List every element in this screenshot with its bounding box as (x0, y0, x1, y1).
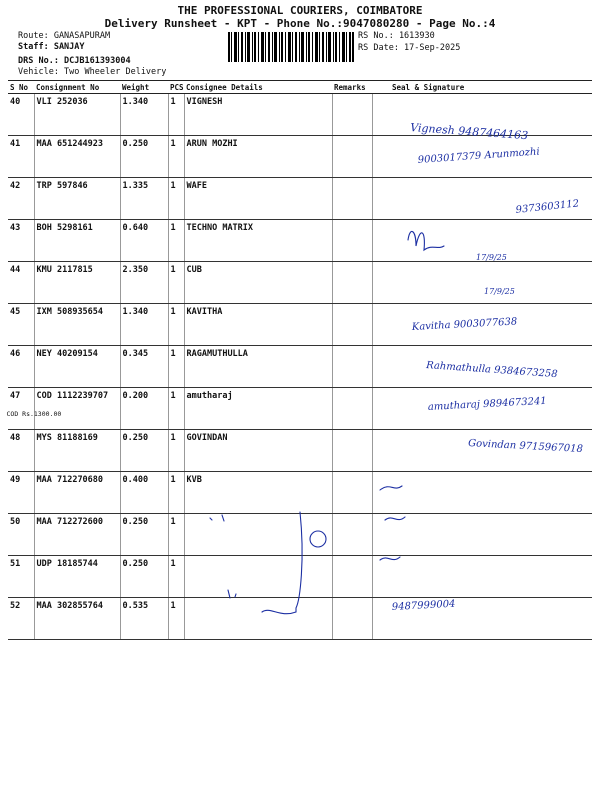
row-sno-text: 50 (10, 517, 21, 527)
row-consignment-no (34, 262, 120, 304)
row-sno (8, 430, 34, 472)
row-consignee (184, 346, 332, 388)
row-signature (372, 556, 592, 598)
row-sno-text: 40 (10, 97, 21, 107)
row-sno (8, 220, 34, 262)
row-consignee-text: WAFE (186, 181, 207, 191)
row-signature (372, 178, 592, 220)
row-consignment-no (34, 472, 120, 514)
row-consignee-text: ARUN MOZHI (186, 139, 238, 149)
row-consignment-no (34, 346, 120, 388)
row-consignee (184, 430, 332, 472)
row-weight-text: 0.250 (122, 139, 149, 149)
row-sno (8, 346, 34, 388)
row-sno-text: 46 (10, 349, 21, 359)
row-consignee-text: KAVITHA (186, 307, 223, 317)
row-pcs (168, 346, 184, 388)
row-remarks (332, 178, 372, 220)
row-sno (8, 556, 34, 598)
row-weight (120, 556, 168, 598)
row-weight-text: 0.640 (122, 223, 149, 233)
row-consignee (184, 220, 332, 262)
row-remarks (332, 304, 372, 346)
route-label: Route: GANASAPURAM (18, 31, 111, 41)
row-weight-text: 0.250 (122, 517, 149, 527)
row-sno-text: 43 (10, 223, 21, 233)
row-consignee (184, 388, 332, 430)
row-sno-text: 42 (10, 181, 21, 191)
row-pcs-text: 1 (170, 349, 176, 359)
row-pcs-text: 1 (170, 265, 176, 275)
row-consignee (184, 472, 332, 514)
row-consignee-text: CUB (186, 265, 202, 275)
row-sno (8, 178, 34, 220)
row-remarks (332, 430, 372, 472)
row-weight-text: 1.340 (122, 307, 149, 317)
table-header (8, 81, 592, 94)
drs-number: DRS No.: DCJB161393004 (18, 56, 131, 66)
row-sno (8, 514, 34, 556)
table-row (8, 136, 592, 178)
row-signature (372, 388, 592, 430)
col-signature: Seal & Signature (372, 81, 592, 94)
handwritten-note: 9003017379 Arunmozhi (417, 146, 541, 166)
row-signature (372, 514, 592, 556)
table-row (8, 430, 592, 472)
row-consignment-no (34, 178, 120, 220)
row-weight-text: 1.340 (122, 97, 149, 107)
row-consignment-no (34, 136, 120, 178)
table-row (8, 94, 592, 136)
row-remarks (332, 346, 372, 388)
handwritten-note: Kavitha 9003077638 (411, 316, 518, 333)
row-sno (8, 472, 34, 514)
table-row (8, 388, 592, 430)
row-pcs-text: 1 (170, 601, 176, 611)
table-row (8, 472, 592, 514)
row-weight (120, 178, 168, 220)
row-consignee (184, 94, 332, 136)
row-signature (372, 94, 592, 136)
col-remarks: Remarks (332, 81, 372, 94)
row-weight (120, 136, 168, 178)
row-consignee (184, 262, 332, 304)
table-row (8, 514, 592, 556)
row-pcs-text: 1 (170, 97, 176, 107)
row-weight (120, 220, 168, 262)
handwritten-note: amutharaj 9894673241 (427, 395, 547, 413)
row-consignment-no-text: KMU 2117815 (36, 265, 93, 275)
row-remarks (332, 220, 372, 262)
row-pcs (168, 514, 184, 556)
table-row (8, 556, 592, 598)
row-consignment-no (34, 220, 120, 262)
row-sno-text: 49 (10, 475, 21, 485)
row-sno-text: 48 (10, 433, 21, 443)
row-sno (8, 262, 34, 304)
row-consignee (184, 514, 332, 556)
row-signature (372, 220, 592, 262)
row-consignment-no-text: VLI 252036 (36, 97, 88, 107)
row-weight-text: 0.400 (122, 475, 149, 485)
row-pcs (168, 472, 184, 514)
row-sno (8, 388, 34, 430)
table-row (8, 262, 592, 304)
row-signature (372, 472, 592, 514)
row-consignment-no-text: BOH 5298161 (36, 223, 93, 233)
row-weight (120, 388, 168, 430)
rs-date: RS Date: 17-Sep-2025 (358, 43, 461, 53)
row-sno-text: 44 (10, 265, 21, 275)
row-remarks (332, 262, 372, 304)
col-sno: S No (8, 81, 34, 94)
row-remarks (332, 472, 372, 514)
row-weight (120, 430, 168, 472)
row-consignment-no-text: MAA 302855764 (36, 601, 104, 611)
row-sno (8, 598, 34, 640)
table-row (8, 598, 592, 640)
row-weight-text: 0.345 (122, 349, 149, 359)
row-remarks (332, 136, 372, 178)
company-title: THE PROFESSIONAL COURIERS, COIMBATORE (177, 4, 423, 17)
row-remarks (332, 556, 372, 598)
row-signature (372, 136, 592, 178)
row-weight-text: 0.250 (122, 433, 149, 443)
row-consignment-no (34, 514, 120, 556)
row-sno-text: 47 (10, 391, 21, 401)
row-weight (120, 94, 168, 136)
row-consignment-no (34, 556, 120, 598)
row-signature (372, 346, 592, 388)
row-pcs-text: 1 (170, 433, 176, 443)
row-pcs (168, 556, 184, 598)
rs-number: RS No.: 1613930 (358, 31, 435, 41)
handwritten-note: 9373603112 (515, 198, 580, 216)
row-pcs (168, 178, 184, 220)
staff-label: Staff: SANJAY (18, 42, 85, 52)
table-row (8, 346, 592, 388)
row-remarks (332, 94, 372, 136)
col-pcs: PCS (170, 82, 184, 92)
row-pcs-text: 1 (170, 307, 176, 317)
row-remarks (332, 388, 372, 430)
row-consignment-no-text: IXM 508935654 (36, 307, 104, 317)
cod-amount: COD Rs.1300.00 (6, 410, 62, 418)
col-consignment: Consignment No (34, 81, 120, 94)
row-consignee (184, 556, 332, 598)
row-consignee-text: KVB (186, 475, 202, 485)
row-consignee-text: TECHNO MATRIX (186, 223, 254, 233)
row-consignee-text: GOVINDAN (186, 433, 228, 443)
row-consignment-no (34, 598, 120, 640)
row-signature (372, 430, 592, 472)
row-sno-text: 51 (10, 559, 21, 569)
row-consignee (184, 598, 332, 640)
table-row (8, 178, 592, 220)
row-consignment-no (34, 430, 120, 472)
row-weight-text: 1.335 (122, 181, 149, 191)
handwritten-note: Rahmathulla 9384673258 (425, 360, 558, 381)
row-consignee (184, 136, 332, 178)
row-pcs-text: 1 (170, 475, 176, 485)
row-consignee (184, 178, 332, 220)
row-pcs (168, 136, 184, 178)
row-consignment-no-text: MAA 712270680 (36, 475, 104, 485)
row-remarks (332, 598, 372, 640)
row-pcs (168, 94, 184, 136)
row-weight (120, 598, 168, 640)
runsheet-subtitle: Delivery Runsheet - KPT - Phone No.:9047080280 - Page No.:4 (104, 17, 496, 30)
row-consignee-text: RAGAMUTHULLA (186, 349, 248, 359)
row-pcs-text: 1 (170, 223, 176, 233)
row-pcs (168, 304, 184, 346)
col-consignee: Consignee Details (184, 81, 332, 94)
row-consignment-no-text: TRP 597846 (36, 181, 88, 191)
row-consignee-text: VIGNESH (186, 97, 223, 107)
row-weight-text: 2.350 (122, 265, 149, 275)
table-row (8, 220, 592, 262)
row-weight (120, 262, 168, 304)
row-sno-text: 52 (10, 601, 21, 611)
row-consignment-no-text: MAA 712272600 (36, 517, 104, 527)
row-weight-text: 0.250 (122, 559, 149, 569)
row-pcs-text: 1 (170, 181, 176, 191)
row-sno-text: 45 (10, 307, 21, 317)
row-consignment-no (34, 94, 120, 136)
row-consignment-no-text: COD 1112239707 (36, 391, 109, 401)
row-consignment-no-text: UDP 18185744 (36, 559, 98, 569)
row-consignee (184, 304, 332, 346)
handwritten-note: 17/9/25 (484, 287, 515, 296)
row-consignment-no-text: NEY 40209154 (36, 349, 98, 359)
row-sno (8, 136, 34, 178)
row-remarks (332, 514, 372, 556)
handwritten-note: Govindan 9715967018 (467, 438, 584, 456)
handwritten-note: 9487999004 (391, 598, 456, 613)
row-pcs-text: 1 (170, 559, 176, 569)
runsheet-table (8, 80, 592, 640)
row-weight (120, 346, 168, 388)
row-pcs (168, 388, 184, 430)
row-pcs-text: 1 (170, 391, 176, 401)
row-pcs (168, 262, 184, 304)
col-weight: Weight (120, 81, 168, 94)
row-signature (372, 262, 592, 304)
row-weight-text: 0.535 (122, 601, 149, 611)
row-pcs-text: 1 (170, 139, 176, 149)
row-sno-text: 41 (10, 139, 21, 149)
row-signature (372, 304, 592, 346)
row-signature (372, 598, 592, 640)
row-weight-text: 0.200 (122, 391, 149, 401)
handwritten-note: Vignesh 9487464163 (409, 121, 529, 143)
row-pcs (168, 598, 184, 640)
row-weight (120, 514, 168, 556)
row-consignment-no-text: MYS 81188169 (36, 433, 98, 443)
row-weight (120, 304, 168, 346)
row-pcs-text: 1 (170, 517, 176, 527)
row-pcs (168, 220, 184, 262)
table-row (8, 304, 592, 346)
row-sno (8, 304, 34, 346)
row-consignee-text: amutharaj (186, 391, 233, 401)
row-sno (8, 94, 34, 136)
vehicle-label: Vehicle: Two Wheeler Delivery (18, 67, 167, 77)
barcode-icon (228, 32, 354, 62)
row-consignment-no (34, 304, 120, 346)
handwritten-note: 17/9/25 (476, 253, 507, 262)
row-weight (120, 472, 168, 514)
row-consignment-no-text: MAA 651244923 (36, 139, 104, 149)
row-pcs (168, 430, 184, 472)
